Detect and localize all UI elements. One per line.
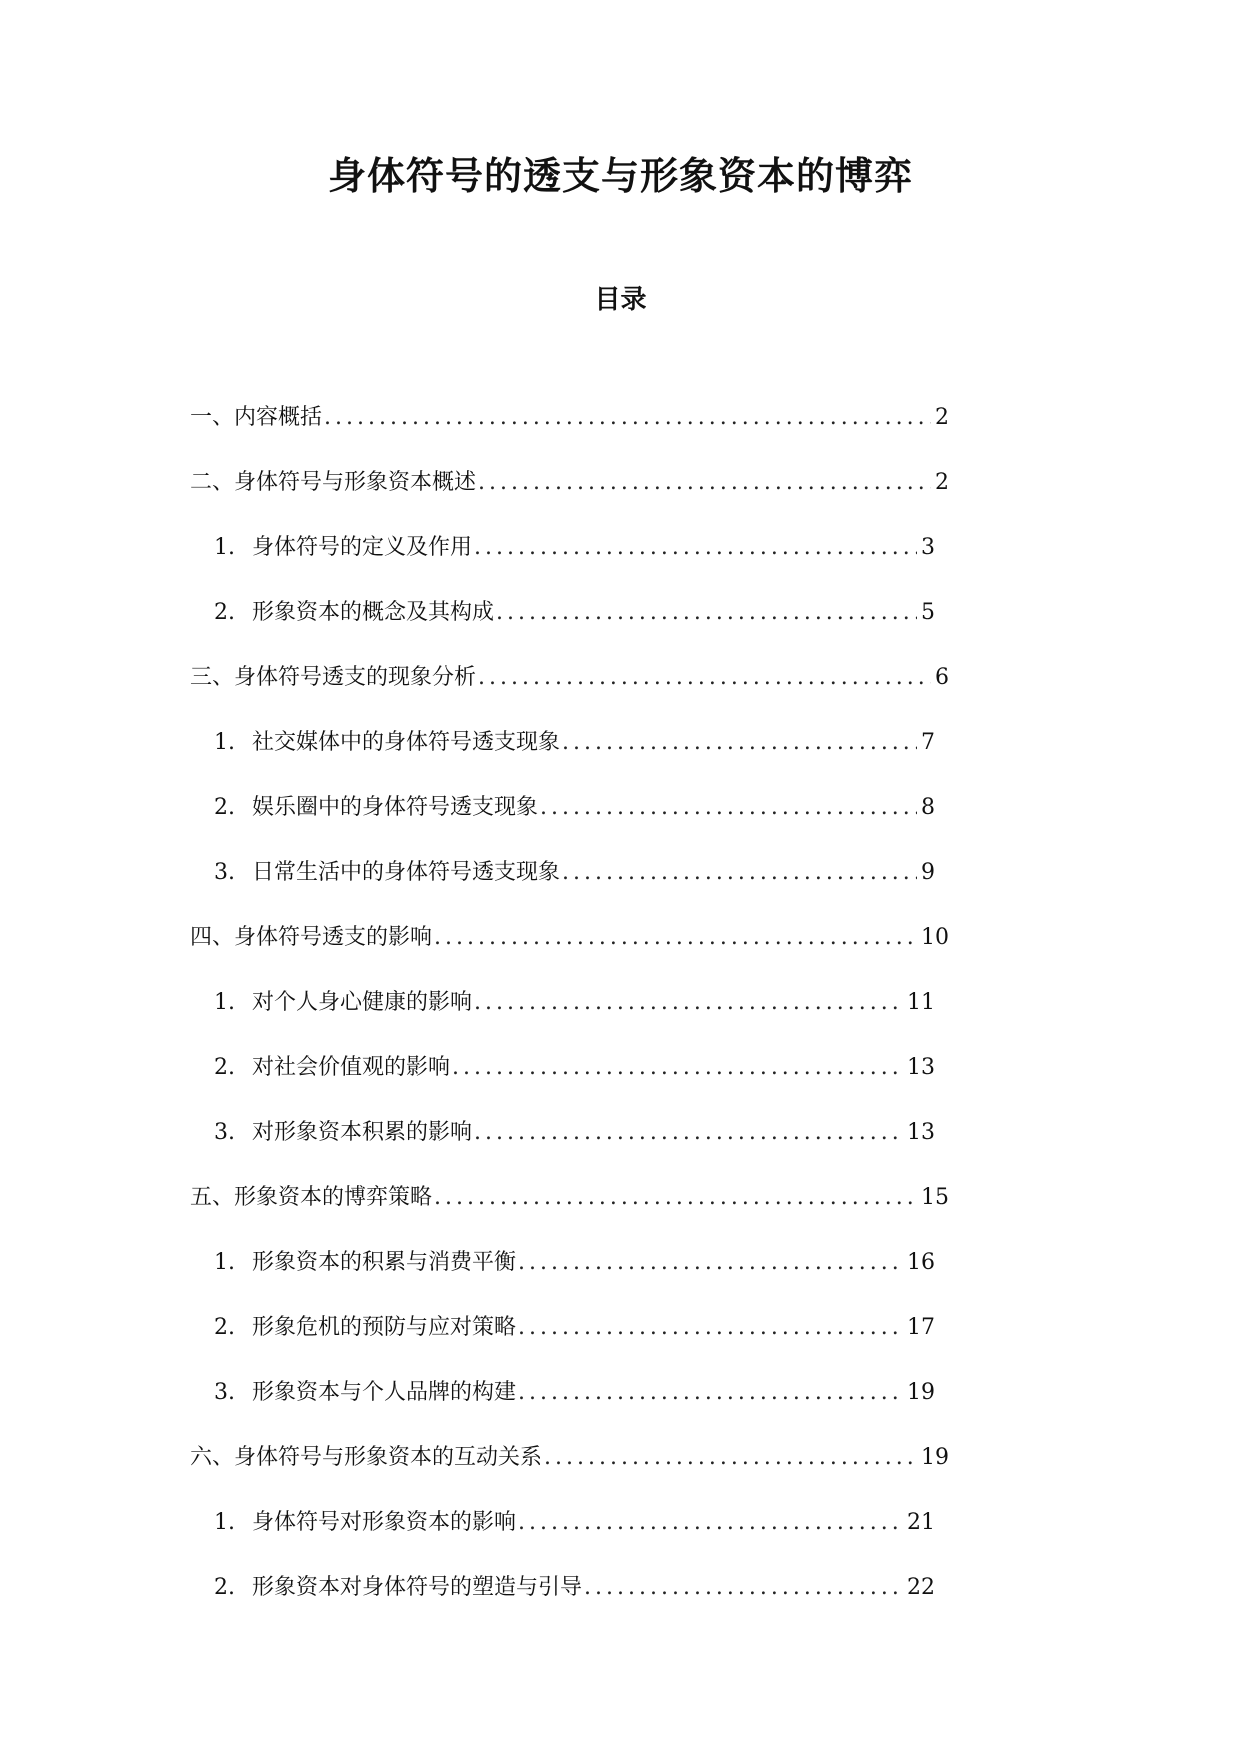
toc-dot-leader <box>562 858 917 888</box>
toc-dot-leader <box>518 1313 903 1343</box>
toc-subentry[interactable] <box>0 1555 935 1620</box>
toc-page-number: 8 <box>921 794 935 820</box>
toc-page-number: 17 <box>907 1314 935 1340</box>
toc-subentry[interactable] <box>0 1360 935 1425</box>
toc-subentry[interactable] <box>0 775 935 840</box>
toc-subentry[interactable] <box>0 1035 935 1100</box>
toc-subentry[interactable] <box>0 710 935 775</box>
toc-entry[interactable] <box>0 1425 949 1490</box>
toc-page-number: 10 <box>921 924 949 950</box>
toc-entry-number: 2. <box>214 1574 235 1600</box>
toc-entry-label: 身体符号对形象资本的影响 <box>252 1509 517 1535</box>
toc-page-number: 2 <box>935 404 949 430</box>
toc-entry-number: 2. <box>214 599 235 625</box>
toc-subentry[interactable] <box>0 970 935 1035</box>
toc-page-number: 16 <box>907 1249 935 1275</box>
toc-dot-leader <box>478 468 931 498</box>
toc-entry-label: 形象资本的概念及其构成 <box>252 599 495 625</box>
toc-page-number: 13 <box>907 1119 935 1145</box>
toc-entry[interactable] <box>0 905 949 970</box>
toc-dot-leader <box>496 598 917 628</box>
document-title: 身体符号的透支与形象资本的博弈 <box>327 154 913 198</box>
toc-page-number: 13 <box>907 1054 935 1080</box>
toc-entry-number: 1. <box>214 989 235 1015</box>
toc-subentry[interactable] <box>0 515 935 580</box>
toc-dot-leader <box>434 1183 917 1213</box>
toc-subentry[interactable] <box>0 1295 935 1360</box>
toc-entry-number: 2. <box>214 1314 235 1340</box>
toc-dot-leader <box>540 793 917 823</box>
toc-entry-label: 五、形象资本的博弈策略 <box>190 1184 433 1210</box>
toc-entry-label: 六、身体符号与形象资本的互动关系 <box>190 1444 543 1470</box>
toc-entry-label: 形象资本的积累与消费平衡 <box>252 1249 517 1275</box>
toc-page-number: 11 <box>907 989 935 1015</box>
toc-dot-leader <box>434 923 917 953</box>
toc-page-number: 9 <box>921 859 935 885</box>
toc-entry[interactable] <box>0 450 949 515</box>
toc-subentry[interactable] <box>0 1100 935 1165</box>
toc-page-number: 19 <box>907 1379 935 1405</box>
toc-dot-leader <box>452 1053 903 1083</box>
toc-page-number: 5 <box>921 599 935 625</box>
toc-entry[interactable] <box>0 385 949 450</box>
toc-entry-label: 一、内容概括 <box>190 404 323 430</box>
toc-subentry[interactable] <box>0 1230 935 1295</box>
toc-dot-leader <box>474 988 903 1018</box>
toc-page-number: 6 <box>935 664 949 690</box>
toc-entry-number: 2. <box>214 1054 235 1080</box>
toc-subentry[interactable] <box>0 840 935 905</box>
toc-dot-leader <box>474 533 917 563</box>
toc-page-number: 15 <box>921 1184 949 1210</box>
toc-page-number: 3 <box>921 534 935 560</box>
toc-dot-leader <box>478 663 931 693</box>
toc-entry-label: 对个人身心健康的影响 <box>252 989 473 1015</box>
toc-entry-number: 2. <box>214 794 235 820</box>
toc-entry-label: 形象危机的预防与应对策略 <box>252 1314 517 1340</box>
toc-entry-number: 1. <box>214 1249 235 1275</box>
toc-subentry[interactable] <box>0 580 935 645</box>
toc-dot-leader <box>584 1573 903 1603</box>
toc-page-number: 7 <box>921 729 935 755</box>
toc-page-number: 21 <box>907 1509 935 1535</box>
table-of-contents <box>0 385 1241 1620</box>
toc-dot-leader <box>474 1118 903 1148</box>
toc-heading: 目录 <box>594 285 647 315</box>
toc-entry-number: 1. <box>214 729 235 755</box>
toc-dot-leader <box>324 403 931 433</box>
toc-entry-label: 三、身体符号透支的现象分析 <box>190 664 477 690</box>
toc-page-number: 22 <box>907 1574 935 1600</box>
toc-entry-label: 对社会价值观的影响 <box>252 1054 451 1080</box>
toc-page-number: 2 <box>935 469 949 495</box>
toc-dot-leader <box>518 1248 903 1278</box>
toc-entry-label: 对形象资本积累的影响 <box>252 1119 473 1145</box>
toc-entry-label: 形象资本与个人品牌的构建 <box>252 1379 517 1405</box>
toc-dot-leader <box>518 1508 903 1538</box>
toc-entry-number: 3. <box>214 1379 235 1405</box>
toc-entry-label: 娱乐圈中的身体符号透支现象 <box>252 794 539 820</box>
toc-entry[interactable] <box>0 645 949 710</box>
toc-entry[interactable] <box>0 1165 949 1230</box>
toc-subentry[interactable] <box>0 1490 935 1555</box>
toc-page-number: 19 <box>921 1444 949 1470</box>
toc-entry-number: 3. <box>214 859 235 885</box>
toc-dot-leader <box>518 1378 903 1408</box>
toc-entry-label: 四、身体符号透支的影响 <box>190 924 433 950</box>
toc-entry-number: 1. <box>214 1509 235 1535</box>
toc-entry-label: 形象资本对身体符号的塑造与引导 <box>252 1574 583 1600</box>
toc-entry-label: 日常生活中的身体符号透支现象 <box>252 859 561 885</box>
toc-entry-number: 3. <box>214 1119 235 1145</box>
toc-entry-label: 二、身体符号与形象资本概述 <box>190 469 477 495</box>
toc-dot-leader <box>544 1443 917 1473</box>
toc-entry-label: 社交媒体中的身体符号透支现象 <box>252 729 561 755</box>
toc-entry-label: 身体符号的定义及作用 <box>252 534 473 560</box>
toc-dot-leader <box>562 728 917 758</box>
toc-entry-number: 1. <box>214 534 235 560</box>
